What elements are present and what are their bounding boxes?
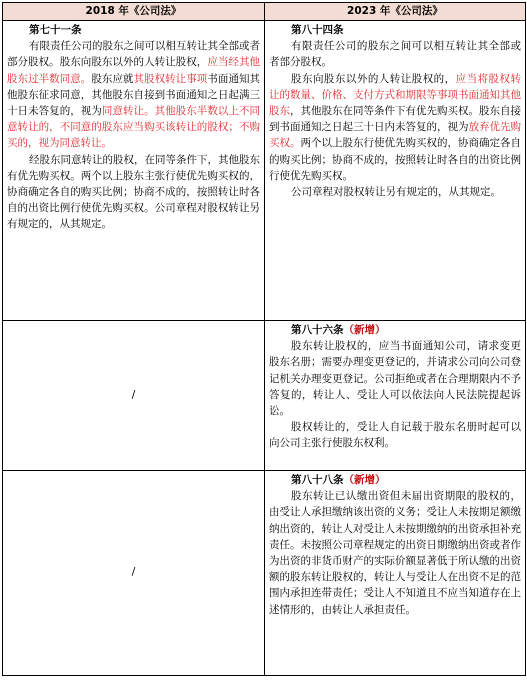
paragraph: 有限责任公司的股东之间可以相互转让其全部或者部分股权。 [269,40,521,69]
article-title: 第八十八条（新增） [291,474,386,486]
paragraph: 股东转让股权的，应当书面通知公司，请求变更股东名册；需要办理变更登记的，并请求公司向公司登记机关办理变更登记。公司拒绝或者在合理期限内不予答复的，转让人、受让人可以依法向人民法院提起诉讼。 [269,340,521,418]
empty-cell-slash: / [3,321,265,471]
table-row [3,471,526,676]
article-title: 第七十一条 [29,24,82,36]
cell-2018-art71 [3,21,265,321]
header-2018: 2018 年《公司法》 [3,3,265,21]
paragraph: 经股东同意转让的股权，在同等条件下，其他股东有优先购买权。两个以上股东主张行使优先购买权的，协商确定各自的购买比例；协商不成的，按照转让时各自的出资比例行使优先购买权。公司章程对股权转让另有规定的，从其规定。 [7,153,260,231]
cell-2023-art86 [265,321,526,471]
highlight-text: 同意转让。其他股东半数以上不同意转让的，不同意的股东应当购买该转让的股权；不购买的，视为同意转让。 [7,105,261,150]
paragraph: 股权转让的，受让人自记载于股东名册时起可以向公司主张行使股东权利。 [269,421,521,450]
highlight-text: 其股权转让事项 [133,72,208,85]
paragraph: 有限责任公司的股东之间可以相互转让其全部或者部分股权。股东向股东以外的人转让股权，应当经其他股东过半数同意。股东应就其股权转让事项书面通知其他股东征求同意，其他股东自接到书面通知之日起满三十日未答复的，视为同意转让。其他股东半数以上不同意转让的，不同意的股东应当购买该转让的股权；不购买的，视为同意转让。 [7,40,261,150]
new-tag: （新增） [343,324,386,336]
cell-2023-art88 [265,471,526,676]
law-comparison-table [2,2,526,676]
new-tag: （新增） [343,474,386,486]
paragraph: 股东向股东以外的人转让股权的，应当将股权转让的数量、价格、支付方式和期限等事项书面通知其他股东，其他股东在同等条件下有优先购买权。股东自接到书面通知之日起三十日内未答复的，视为放弃优先购买权。两个以上股东行使优先购买权的，协商确定各自的购买比例；协商不成的，按照转让时各自的出资比例行使优先购买权。 [269,72,521,182]
table-header-row [3,3,526,21]
paragraph: 股东转让已认缴出资但未届出资期限的股权的，由受让人承担缴纳该出资的义务；受让人未按期足额缴纳出资的，转让人对受让人未按期缴纳的出资承担补充责任。未按照公司章程规定的出资日期缴纳出资或者作为出资的非货币财产的实际价额显著低于所认缴的出资额的股东转让股权的，转让人与受让人在出资不足的范围内承担连带责任；受让人不知道且不应当知道存在上述情形的，由转让人承担责任。 [269,490,521,616]
highlight-text: 放弃优先购买权。 [269,121,521,150]
table-row [3,321,526,471]
paragraph: 公司章程对股权转让另有规定的，从其规定。 [291,186,501,199]
highlight-text: 应当将股权转让的数量、价格、支付方式和期限等事项书面通知其他股东 [269,72,521,118]
header-2023: 2023 年《公司法》 [265,3,526,21]
empty-cell-slash: / [3,471,265,676]
cell-2023-art84 [265,21,526,321]
article-title: 第八十六条（新增） [291,324,386,336]
table-row [3,21,526,321]
article-title: 第八十四条 [291,24,344,36]
highlight-text: 应当经其他股东过半数同意。 [7,56,261,85]
